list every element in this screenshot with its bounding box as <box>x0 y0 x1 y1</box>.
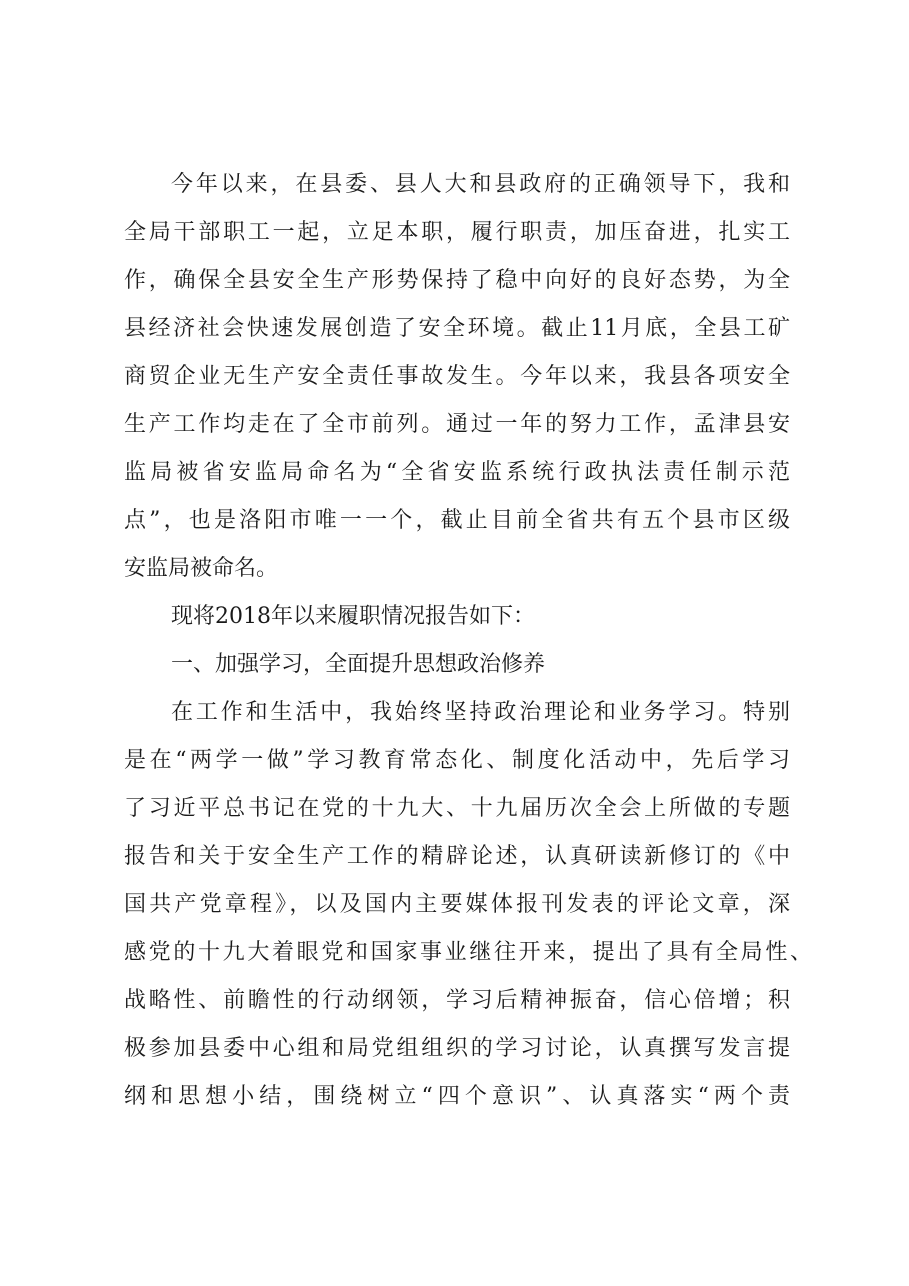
text-line: 战略性、前瞻性的行动纲领，学习后精神振奋，信心倍增；积 <box>124 988 790 1013</box>
text-line: 点”，也是洛阳市唯一一个，截止目前全省共有五个县市区级 <box>124 508 790 533</box>
text-line: 纲和思想小结，围绕树立“四个意识”、认真落实“两个责 <box>124 1084 790 1109</box>
text-line: 生产工作均走在了全市前列。通过一年的努力工作，孟津县安 <box>124 412 790 437</box>
section-heading: 一、加强学习，全面提升思想政治修养 <box>171 652 546 677</box>
text-line: 感党的十九大着眼党和国家事业继往开来，提出了具有全局性、 <box>124 940 812 965</box>
text-line: 全局干部职工一起，立足本职，履行职责，加压奋进，扎实工 <box>124 220 790 245</box>
text-line: 监局被省安监局命名为“全省安监系统行政执法责任制示范 <box>124 460 790 485</box>
text-line: 报告和关于安全生产工作的精辟论述，认真研读新修订的《中 <box>124 844 790 869</box>
text-line: 县经济社会快速发展创造了安全环境。截止11月底，全县工矿 <box>124 316 790 341</box>
text-line: 在工作和生活中，我始终坚持政治理论和业务学习。特别 <box>171 700 790 725</box>
text-line: 今年以来，在县委、县人大和县政府的正确领导下，我和 <box>171 172 790 197</box>
text-line: 是在“两学一做”学习教育常态化、制度化活动中，先后学习 <box>124 748 790 773</box>
text-line: 商贸企业无生产安全责任事故发生。今年以来，我县各项安全 <box>124 364 790 389</box>
text-line: 了习近平总书记在党的十九大、十九届历次全会上所做的专题 <box>124 796 790 821</box>
text-line: 国共产党章程》，以及国内主要媒体报刊发表的评论文章，深 <box>124 892 790 917</box>
text-line: 作，确保全县安全生产形势保持了稳中向好的良好态势，为全 <box>124 268 790 293</box>
text-line: 现将2018年以来履职情况报告如下： <box>171 604 535 629</box>
text-line: 极参加县委中心组和局党组组织的学习讨论，认真撰写发言提 <box>124 1036 790 1061</box>
text-line: 安监局被命名。 <box>124 556 279 581</box>
